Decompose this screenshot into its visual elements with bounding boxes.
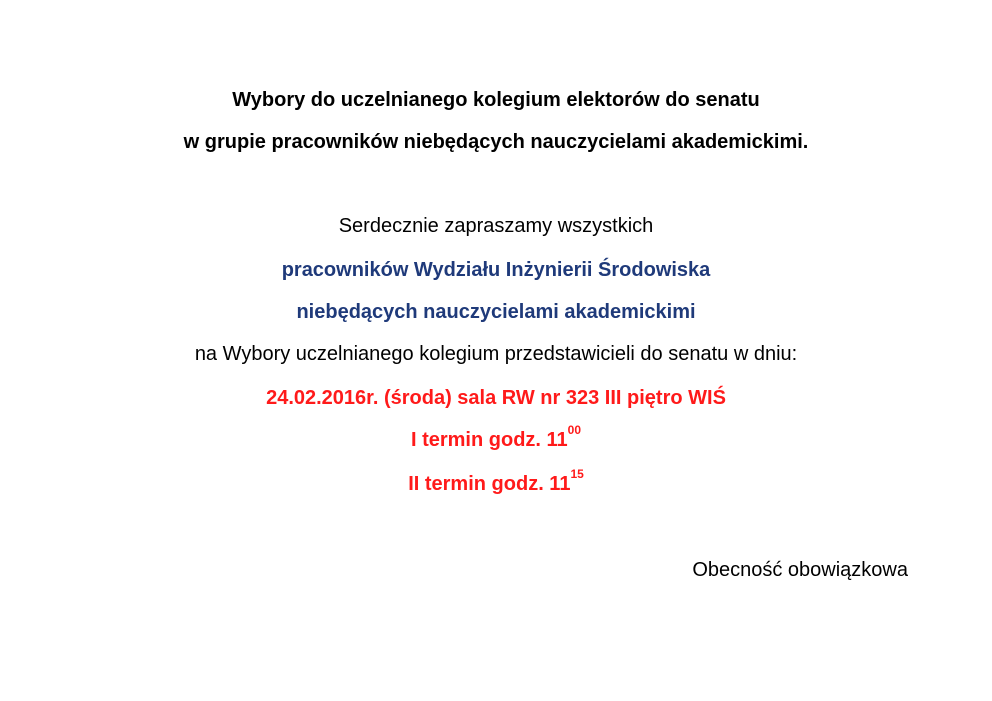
term-1-label: I termin godz. 11 <box>410 429 568 451</box>
event-term-2 <box>0 467 992 496</box>
term-2-minutes: 15 <box>570 467 584 482</box>
event-term-1 <box>0 423 992 452</box>
event-date-location: 24.02.2016r. (środa) sala RW nr 323 III piętro WIŚ <box>266 387 726 409</box>
term-1-minutes: 00 <box>567 423 582 438</box>
invitation-intro: Serdecznie zapraszamy wszystkich <box>338 215 654 237</box>
attendance-note: Obecność obowiązkowa <box>692 559 908 581</box>
invitation-purpose: na Wybory uczelnianego kolegium przedstawicieli do senatu w dniu: <box>194 343 798 365</box>
audience-line-2: niebędących nauczycielami akademickimi <box>296 301 696 323</box>
title-line-1: Wybory do uczelnianego kolegium elektorów do senatu <box>232 89 760 111</box>
title-line-2: w grupie pracowników niebędących nauczycielami akademickimi. <box>183 131 809 153</box>
audience-line-1: pracowników Wydziału Inżynierii Środowiska <box>281 259 711 281</box>
term-2-label: II termin godz. 11 <box>408 473 571 495</box>
